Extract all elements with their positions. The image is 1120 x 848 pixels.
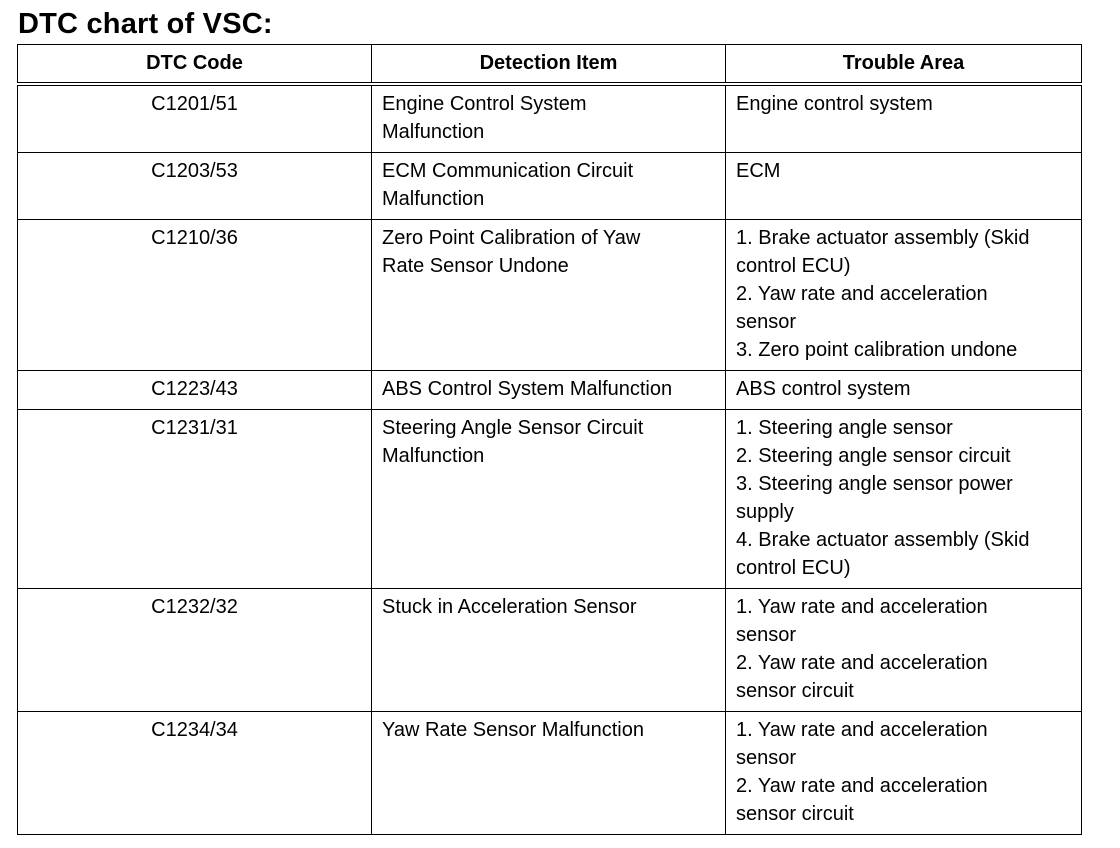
detection-line: Malfunction <box>382 188 485 210</box>
detection-line: Malfunction <box>382 445 485 467</box>
dtc-table <box>17 44 1082 835</box>
trouble-line: sensor <box>736 311 797 333</box>
header-dtc-code: DTC Code <box>18 45 372 85</box>
trouble-area-cell <box>726 371 1082 410</box>
trouble-line: 3. Steering angle sensor power <box>736 473 1013 495</box>
trouble-line: 4. Brake actuator assembly (Skid <box>736 529 1030 551</box>
table-row <box>18 153 1082 220</box>
trouble-line: 2. Yaw rate and acceleration <box>736 652 988 674</box>
detection-line: Steering Angle Sensor Circuit <box>382 417 644 439</box>
detection-line: Rate Sensor Undone <box>382 255 569 277</box>
detection-item-cell <box>372 220 726 371</box>
table-row <box>18 371 1082 410</box>
detection-item-cell <box>372 712 726 835</box>
detection-line: Yaw Rate Sensor Malfunction <box>382 719 644 741</box>
dtc-code-cell: C1223/43 <box>18 371 372 410</box>
table-row <box>18 589 1082 712</box>
dtc-code-cell: C1201/51 <box>18 84 372 153</box>
dtc-code-cell: C1234/34 <box>18 712 372 835</box>
trouble-line: 1. Yaw rate and acceleration <box>736 596 988 618</box>
header-detection-item: Detection Item <box>372 45 726 85</box>
dtc-code-cell: C1232/32 <box>18 589 372 712</box>
trouble-area-cell <box>726 84 1082 153</box>
table-header-row <box>18 45 1082 85</box>
dtc-code-cell: C1203/53 <box>18 153 372 220</box>
dtc-code-cell: C1210/36 <box>18 220 372 371</box>
detection-line: ECM Communication Circuit <box>382 160 634 182</box>
trouble-line: 1. Yaw rate and acceleration <box>736 719 988 741</box>
trouble-line: ABS control system <box>736 378 911 400</box>
detection-line: ABS Control System Malfunction <box>382 378 673 400</box>
table-row <box>18 712 1082 835</box>
trouble-line: sensor circuit <box>736 680 854 702</box>
detection-item-cell <box>372 410 726 589</box>
trouble-line: sensor <box>736 747 797 769</box>
trouble-line: supply <box>736 501 794 523</box>
trouble-line: Engine control system <box>736 93 933 115</box>
detection-line: Engine Control System <box>382 93 587 115</box>
trouble-line: 1. Steering angle sensor <box>736 417 953 439</box>
table-row <box>18 220 1082 371</box>
table-row <box>18 410 1082 589</box>
detection-line: Malfunction <box>382 121 485 143</box>
detection-line: Zero Point Calibration of Yaw <box>382 227 641 249</box>
trouble-line: 2. Yaw rate and acceleration <box>736 775 988 797</box>
detection-item-cell <box>372 371 726 410</box>
dtc-code-cell: C1231/31 <box>18 410 372 589</box>
trouble-line: 1. Brake actuator assembly (Skid <box>736 227 1030 249</box>
trouble-line: control ECU) <box>736 255 851 277</box>
trouble-line: 2. Steering angle sensor circuit <box>736 445 1011 467</box>
detection-item-cell <box>372 589 726 712</box>
trouble-line: sensor <box>736 624 797 646</box>
detection-item-cell <box>372 153 726 220</box>
trouble-area-cell <box>726 410 1082 589</box>
trouble-line: sensor circuit <box>736 803 854 825</box>
trouble-area-cell <box>726 589 1082 712</box>
trouble-area-cell <box>726 153 1082 220</box>
header-trouble-area: Trouble Area <box>726 45 1082 85</box>
trouble-area-cell <box>726 220 1082 371</box>
detection-line: Stuck in Acceleration Sensor <box>382 596 637 618</box>
page-title: DTC chart of VSC: <box>18 8 273 40</box>
trouble-line: 3. Zero point calibration undone <box>736 339 1018 361</box>
table-row <box>18 84 1082 153</box>
trouble-line: 2. Yaw rate and acceleration <box>736 283 988 305</box>
trouble-area-cell <box>726 712 1082 835</box>
detection-item-cell <box>372 84 726 153</box>
trouble-line: control ECU) <box>736 557 851 579</box>
trouble-line: ECM <box>736 160 781 182</box>
